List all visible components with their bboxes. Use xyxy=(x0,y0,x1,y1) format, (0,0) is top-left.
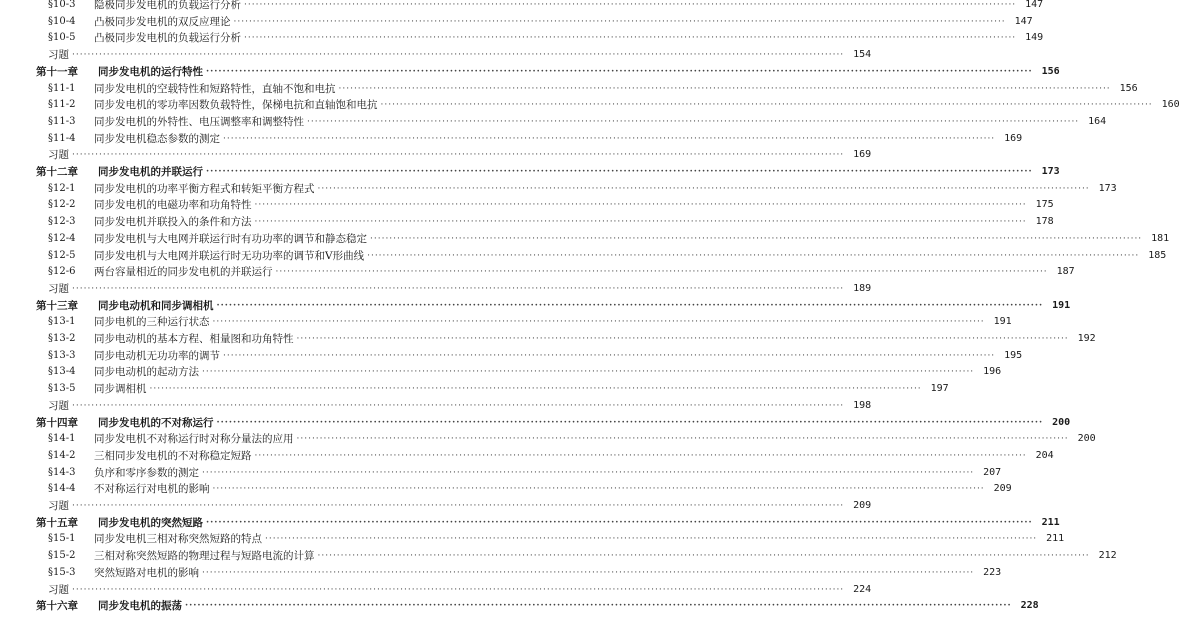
entry-title: 同步发电机的突然短路 xyxy=(98,516,203,529)
page-number: 178 xyxy=(1035,216,1054,228)
dot-leader: ········································································································································································································ xyxy=(185,601,1012,612)
entry-title: 同步电机的三种运行状态 xyxy=(94,316,210,329)
toc-section-row xyxy=(0,530,1065,548)
toc-section-row xyxy=(0,380,949,398)
page-number: 156 xyxy=(1119,82,1138,94)
page-number: 223 xyxy=(983,566,1002,578)
section-number: §10-5 xyxy=(48,32,76,44)
page-number: 211 xyxy=(1046,533,1065,545)
entry-title: 隐极同步发电机的负载运行分析 xyxy=(94,0,241,11)
toc-section-row xyxy=(0,363,1002,381)
page-number: 147 xyxy=(1014,15,1033,27)
page-number: 169 xyxy=(853,149,872,161)
page-number: 200 xyxy=(1052,416,1071,428)
entry-title: 同步发电机的不对称运行 xyxy=(98,416,214,429)
section-number: §13-2 xyxy=(48,333,76,344)
section-number: §12-5 xyxy=(48,249,76,261)
section-number: §14-4 xyxy=(48,483,76,495)
dot-leader: ········································································································································································································ xyxy=(72,150,845,161)
page-number: 187 xyxy=(1056,266,1075,278)
dot-leader: ········································································································································································································ xyxy=(212,317,985,328)
page-number: 149 xyxy=(1025,32,1044,44)
section-number: §12-3 xyxy=(48,216,76,228)
dot-leader: ········································································································································································································ xyxy=(212,484,985,495)
dot-leader: ········································································································································································································ xyxy=(265,534,1038,545)
dot-leader: ········································································································································································································ xyxy=(149,384,922,395)
toc-exercise-row xyxy=(0,497,872,515)
page-number: 173 xyxy=(1098,182,1117,194)
toc-section-row xyxy=(0,113,1107,131)
entry-title: 习题 xyxy=(48,149,69,162)
toc-section-row xyxy=(0,564,1002,582)
entry-title: 突然短路对电机的影响 xyxy=(94,566,199,579)
dot-leader: ········································································································································································································ xyxy=(307,116,1080,127)
section-number: §11-4 xyxy=(48,132,76,144)
section-number: §15-2 xyxy=(48,550,76,562)
dot-leader: ········································································································································································································ xyxy=(223,133,996,144)
page-number: 197 xyxy=(930,383,949,395)
section-number: §11-2 xyxy=(48,99,76,111)
dot-leader: ········································································································································································································ xyxy=(233,16,1006,27)
page-number: 192 xyxy=(1077,333,1096,344)
dot-leader: ········································································································································································································ xyxy=(317,183,1090,194)
toc-exercise-row xyxy=(0,46,872,64)
entry-title: 同步电动机的基本方程、相量图和功角特性 xyxy=(94,333,294,345)
page-number: 212 xyxy=(1098,550,1117,562)
dot-leader: ········································································································································································································ xyxy=(296,334,1069,344)
toc-section-row xyxy=(0,180,1117,198)
page-number: 191 xyxy=(993,316,1012,328)
toc-section-row xyxy=(0,547,1117,565)
dot-leader: ········································································································································································································ xyxy=(367,250,1140,261)
dot-leader: ········································································································································································································ xyxy=(317,551,1090,562)
section-number: §13-1 xyxy=(48,316,76,328)
page-number: 196 xyxy=(983,366,1002,378)
page-number: 164 xyxy=(1088,115,1107,127)
page-number: 209 xyxy=(853,500,872,511)
entry-title: 三相对称突然短路的物理过程与短路电流的计算 xyxy=(94,550,315,563)
dot-leader: ········································································································································································································ xyxy=(296,434,1069,445)
entry-title: 同步发电机不对称运行时对称分量法的应用 xyxy=(94,433,294,446)
dot-leader: ········································································································································································································ xyxy=(216,300,1044,311)
page-number: 207 xyxy=(983,466,1002,478)
toc-chapter-row xyxy=(0,597,1039,615)
toc-exercise-row xyxy=(0,581,872,599)
section-number: §14-1 xyxy=(48,433,76,445)
page-number: 198 xyxy=(853,399,872,411)
toc-section-row xyxy=(0,447,1054,465)
entry-title: 同步电动机的起动方法 xyxy=(94,366,199,379)
entry-title: 负序和零序参数的测定 xyxy=(94,466,199,479)
section-number: §12-2 xyxy=(48,199,76,211)
dot-leader: ········································································································································································································ xyxy=(206,167,1033,177)
toc-section-row xyxy=(0,80,1138,98)
page-number: 173 xyxy=(1041,166,1060,177)
dot-leader: ········································································································································································································ xyxy=(206,517,1033,528)
chapter-number: 第十二章 xyxy=(36,166,78,178)
entry-title: 习题 xyxy=(48,49,69,62)
page-number: 169 xyxy=(1004,132,1023,144)
section-number: §12-1 xyxy=(48,182,76,194)
entry-title: 习题 xyxy=(48,282,69,295)
section-number: §14-2 xyxy=(48,449,76,461)
toc-section-row xyxy=(0,313,1012,331)
dot-leader: ········································································································································································································ xyxy=(254,200,1027,211)
entry-title: 同步发电机的功率平衡方程式和转矩平衡方程式 xyxy=(94,182,315,195)
chapter-number: 第十五章 xyxy=(36,516,78,529)
toc-section-row xyxy=(0,247,1167,265)
page-number: 191 xyxy=(1052,299,1071,311)
entry-title: 三相同步发电机的不对称稳定短路 xyxy=(94,449,252,462)
page-number: 185 xyxy=(1148,249,1167,261)
entry-title: 同步调相机 xyxy=(94,383,147,396)
section-number: §14-3 xyxy=(48,466,76,478)
entry-title: 同步电动机和同步调相机 xyxy=(98,299,214,312)
dot-leader: ········································································································································································································ xyxy=(275,267,1048,278)
entry-title: 凸极同步发电机的负载运行分析 xyxy=(94,32,241,45)
entry-title: 同步发电机的振荡 xyxy=(98,600,182,613)
section-number: §15-1 xyxy=(48,533,76,545)
toc-section-row xyxy=(0,480,1012,498)
entry-title: 同步发电机与大电网并联运行时有功功率的调节和静态稳定 xyxy=(94,232,367,245)
page-number: 200 xyxy=(1077,433,1096,445)
toc-section-row xyxy=(0,130,1023,148)
page-number: 189 xyxy=(853,282,872,294)
section-number: §11-1 xyxy=(48,82,76,94)
dot-leader: ········································································································································································································ xyxy=(254,217,1027,228)
chapter-number: 第十三章 xyxy=(36,299,78,312)
page-number: 154 xyxy=(853,49,872,61)
dot-leader: ········································································································································································································ xyxy=(72,50,845,61)
page-number: 209 xyxy=(993,483,1012,495)
page-number: 228 xyxy=(1020,600,1039,612)
page-number: 195 xyxy=(1004,349,1023,361)
dot-leader: ········································································································································································································ xyxy=(72,400,845,411)
entry-title: 同步发电机的并联运行 xyxy=(98,166,203,178)
toc-exercise-row xyxy=(0,280,872,298)
chapter-number: 第十四章 xyxy=(36,416,78,429)
dot-leader: ········································································································································································································ xyxy=(72,501,845,511)
section-number: §10-4 xyxy=(48,15,76,27)
toc-chapter-row xyxy=(0,514,1060,532)
section-number: §15-3 xyxy=(48,566,76,578)
entry-title: 同步发电机三相对称突然短路的特点 xyxy=(94,533,262,546)
entry-title: 同步发电机的运行特性 xyxy=(98,65,203,78)
section-number: §13-5 xyxy=(48,383,76,395)
entry-title: 同步电动机无功功率的调节 xyxy=(94,349,220,362)
dot-leader: ········································································································································································································ xyxy=(72,283,845,294)
entry-title: 不对称运行对电机的影响 xyxy=(94,483,210,496)
toc-section-row xyxy=(0,430,1096,448)
page-number: 147 xyxy=(1025,0,1044,10)
dot-leader: ········································································································································································································ xyxy=(206,66,1033,77)
entry-title: 同步发电机的空载特性和短路特性，直轴不饱和电抗 xyxy=(94,82,336,95)
page-number: 156 xyxy=(1041,65,1060,77)
dot-leader: ········································································································································································································ xyxy=(370,233,1143,244)
entry-title: 习题 xyxy=(48,583,69,596)
entry-title: 习题 xyxy=(48,500,69,512)
section-number: §11-3 xyxy=(48,115,76,127)
dot-leader: ········································································································································································································ xyxy=(202,467,975,478)
entry-title: 同步发电机稳态参数的测定 xyxy=(94,132,220,145)
toc-exercise-row xyxy=(0,397,872,415)
page-number: 175 xyxy=(1035,199,1054,211)
toc-exercise-row xyxy=(0,146,872,164)
toc-section-row xyxy=(0,330,1096,348)
entry-title: 同步发电机与大电网并联运行时无功功率的调节和V形曲线 xyxy=(94,249,365,262)
page-number: 160 xyxy=(1161,99,1180,111)
page-number: 224 xyxy=(853,583,872,595)
entry-title: 同步发电机的外特性、电压调整率和调整特性 xyxy=(94,115,304,128)
chapter-number: 第十一章 xyxy=(36,65,78,78)
toc-chapter-row xyxy=(0,297,1071,315)
entry-title: 同步发电机的电磁功率和功角特性 xyxy=(94,199,252,212)
page-number: 211 xyxy=(1041,516,1060,528)
entry-title: 凸极同步发电机的双反应理论 xyxy=(94,15,231,28)
toc-section-row xyxy=(0,13,1033,31)
toc-section-row xyxy=(0,29,1044,47)
dot-leader: ········································································································································································································ xyxy=(202,367,975,378)
page-number: 204 xyxy=(1035,449,1054,461)
toc-section-row xyxy=(0,464,1002,482)
dot-leader: ········································································································································································································ xyxy=(202,567,975,578)
section-number: §12-4 xyxy=(48,232,76,244)
toc-section-row xyxy=(0,196,1054,214)
section-number: §13-4 xyxy=(48,366,76,378)
toc-chapter-row xyxy=(0,163,1060,181)
dot-leader: ········································································································································································································ xyxy=(244,0,1017,10)
entry-title: 习题 xyxy=(48,399,69,412)
chapter-number: 第十六章 xyxy=(36,600,78,613)
section-number: §10-3 xyxy=(48,0,76,10)
dot-leader: ········································································································································································································ xyxy=(223,350,996,361)
dot-leader: ········································································································································································································ xyxy=(338,83,1111,94)
toc-section-row xyxy=(0,263,1075,281)
toc-chapter-row xyxy=(0,63,1060,81)
dot-leader: ········································································································································································································ xyxy=(254,450,1027,461)
entry-title: 同步发电机并联投入的条件和方法 xyxy=(94,216,252,229)
toc-section-row xyxy=(0,230,1170,248)
entry-title: 同步发电机的零功率因数负载特性，保梯电抗和直轴饱和电抗 xyxy=(94,99,378,112)
section-number: §12-6 xyxy=(48,266,76,278)
dot-leader: ········································································································································································································ xyxy=(380,100,1153,111)
page-number: 181 xyxy=(1151,232,1170,244)
dot-leader: ········································································································································································································ xyxy=(244,33,1017,44)
dot-leader: ········································································································································································································ xyxy=(72,584,845,595)
entry-title: 两台容量相近的同步发电机的并联运行 xyxy=(94,266,273,279)
toc-section-row xyxy=(0,213,1054,231)
dot-leader: ········································································································································································································ xyxy=(216,417,1044,428)
toc-section-row xyxy=(0,96,1180,114)
section-number: §13-3 xyxy=(48,349,76,361)
toc-chapter-row xyxy=(0,414,1071,432)
toc-section-row xyxy=(0,347,1023,365)
